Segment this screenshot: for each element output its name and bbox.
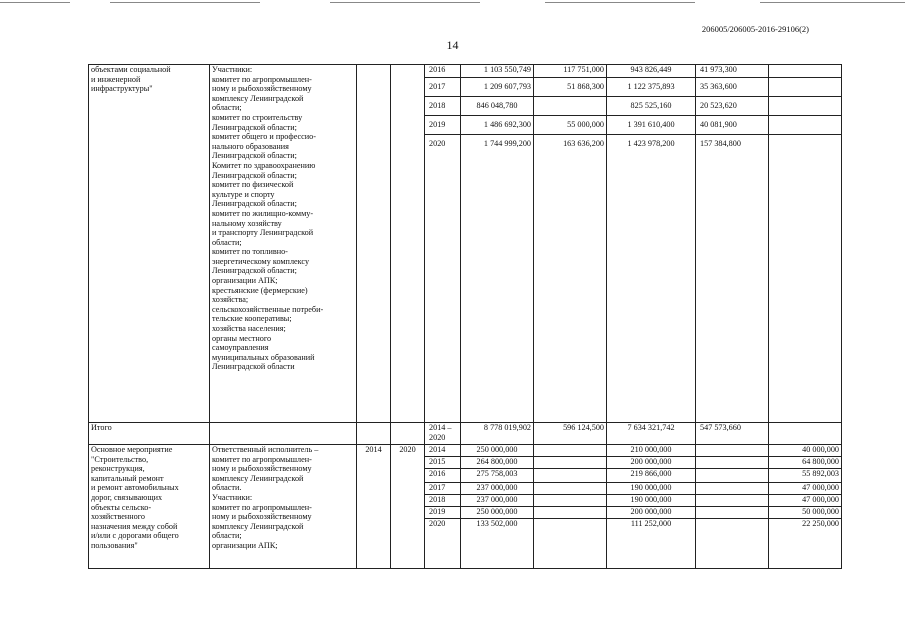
total-cell: 1 744 999,200	[461, 135, 534, 423]
total-cell: 1 486 692,300	[461, 116, 534, 135]
local-cell: 547 573,660	[696, 423, 769, 445]
executor-cell: Ответственный исполнитель – комитет по агропромышлен- ному и рыбохозяйственному комплексу Ленинградской области. Участники: комитет по агропромышлен- ному и рыбохозяйственному комплексу Ленинградской области; организации АПК;	[210, 445, 357, 569]
participants-cell: Участники: комитет по агропромышлен- ному и рыбохозяйственному комплексу Ленинградской области; комитет по строительству Ленинградской области; комитет общего и профессио- нального образования Ленинградской области; Комитет по здравоохранению Ленинградской области; комитет по физической культуре и спорту Ленинградской области; комитет по жилищно-комму- нальному хозяйству и транспорту Ленинградской области; комитет по топливно- энергетическому комплексу Ленинградской области; организации АПК; крестьянские (фермерские) хозяйства; сельскохозяйственные потреби- тельские кооперативы; хозяйства населения; органы местного самоуправления муниципальных образований Ленинградской области	[210, 65, 357, 423]
top-rule	[110, 2, 260, 3]
total-cell: 237 000,000	[461, 495, 534, 507]
total-row	[89, 423, 842, 445]
year-cell: 2014	[425, 445, 461, 457]
year-cell: 2016	[425, 65, 461, 78]
year-cell: 2017	[425, 78, 461, 97]
year-cell: 2016	[425, 469, 461, 483]
total-cell: 8 778 019,902	[461, 423, 534, 445]
table-row	[89, 65, 842, 78]
federal-cell	[534, 445, 607, 457]
federal-cell	[534, 507, 607, 519]
year-cell: 2020	[425, 135, 461, 423]
table-row	[89, 445, 842, 457]
total-cell: 237 000,000	[461, 483, 534, 495]
federal-cell	[534, 97, 607, 116]
local-cell: 41 973,300	[696, 65, 769, 78]
total-cell: 1 209 607,793	[461, 78, 534, 97]
federal-cell	[534, 469, 607, 483]
total-cell: 250 000,000	[461, 507, 534, 519]
other-cell: 55 892,003	[769, 469, 842, 483]
federal-cell: 51 868,300	[534, 78, 607, 97]
regional-cell: 7 634 321,742	[607, 423, 696, 445]
top-rule	[0, 2, 70, 3]
year-cell: 2019	[425, 116, 461, 135]
federal-cell	[534, 495, 607, 507]
other-cell: 47 000,000	[769, 495, 842, 507]
empty-cell	[391, 423, 425, 445]
federal-cell: 55 000,000	[534, 116, 607, 135]
local-cell	[696, 483, 769, 495]
end-year-cell: 2020	[391, 445, 425, 569]
federal-cell	[534, 483, 607, 495]
local-cell	[696, 445, 769, 457]
year-cell: 2017	[425, 483, 461, 495]
federal-cell	[534, 457, 607, 469]
regional-cell: 1 423 978,200	[607, 135, 696, 423]
local-cell: 35 363,600	[696, 78, 769, 97]
page-number: 14	[446, 38, 459, 52]
regional-cell: 1 391 610,400	[607, 116, 696, 135]
other-cell: 64 800,000	[769, 457, 842, 469]
year-cell: 2018	[425, 97, 461, 116]
measure-cell: Основное мероприятие "Строительство, реконструкция, капитальный ремонт и ремонт автомобильных дорог, связывающих объекты сельско- хозяйственного назначения между собой и/или с дорогами общего пользования"	[89, 445, 210, 569]
local-cell: 157 384,800	[696, 135, 769, 423]
other-cell: 50 000,000	[769, 507, 842, 519]
total-cell: 275 758,003	[461, 469, 534, 483]
federal-cell: 596 124,500	[534, 423, 607, 445]
local-cell	[696, 507, 769, 519]
other-cell	[769, 135, 842, 423]
other-cell: 47 000,000	[769, 483, 842, 495]
other-cell	[769, 78, 842, 97]
other-cell	[769, 97, 842, 116]
end-year-cell	[391, 65, 425, 423]
local-cell: 40 081,900	[696, 116, 769, 135]
regional-cell: 943 826,449	[607, 65, 696, 78]
measure-cell: объектами социальной и инженерной инфраструктуры"	[89, 65, 210, 423]
start-year-cell: 2014	[357, 445, 391, 569]
other-cell	[769, 65, 842, 78]
year-cell: 2020	[425, 519, 461, 569]
empty-cell	[210, 423, 357, 445]
regional-cell: 200 000,000	[607, 457, 696, 469]
local-cell	[696, 495, 769, 507]
local-cell	[696, 469, 769, 483]
total-label: Итого	[89, 423, 210, 445]
local-cell: 20 523,620	[696, 97, 769, 116]
regional-cell: 190 000,000	[607, 495, 696, 507]
total-cell: 133 502,000	[461, 519, 534, 569]
total-cell: 264 800,000	[461, 457, 534, 469]
federal-cell	[534, 519, 607, 569]
local-cell	[696, 519, 769, 569]
budget-table	[88, 64, 842, 569]
other-cell: 22 250,000	[769, 519, 842, 569]
federal-cell: 117 751,000	[534, 65, 607, 78]
total-cell: 846 048,780	[461, 97, 534, 116]
total-cell: 1 103 550,749	[461, 65, 534, 78]
regional-cell: 825 525,160	[607, 97, 696, 116]
total-cell: 250 000,000	[461, 445, 534, 457]
year-cell: 2019	[425, 507, 461, 519]
regional-cell: 190 000,000	[607, 483, 696, 495]
other-cell	[769, 116, 842, 135]
top-rule	[330, 2, 480, 3]
top-rule	[545, 2, 695, 3]
top-rule	[760, 2, 905, 3]
empty-cell	[357, 423, 391, 445]
year-cell: 2018	[425, 495, 461, 507]
local-cell	[696, 457, 769, 469]
document-id: 206005/206005-2016-29106(2)	[701, 24, 809, 34]
regional-cell: 210 000,000	[607, 445, 696, 457]
year-cell: 2015	[425, 457, 461, 469]
other-cell: 40 000,000	[769, 445, 842, 457]
regional-cell: 200 000,000	[607, 507, 696, 519]
regional-cell: 111 252,000	[607, 519, 696, 569]
federal-cell: 163 636,200	[534, 135, 607, 423]
start-year-cell	[357, 65, 391, 423]
regional-cell: 1 122 375,893	[607, 78, 696, 97]
year-range-cell: 2014 – 2020	[425, 423, 461, 445]
regional-cell: 219 866,000	[607, 469, 696, 483]
other-cell	[769, 423, 842, 445]
